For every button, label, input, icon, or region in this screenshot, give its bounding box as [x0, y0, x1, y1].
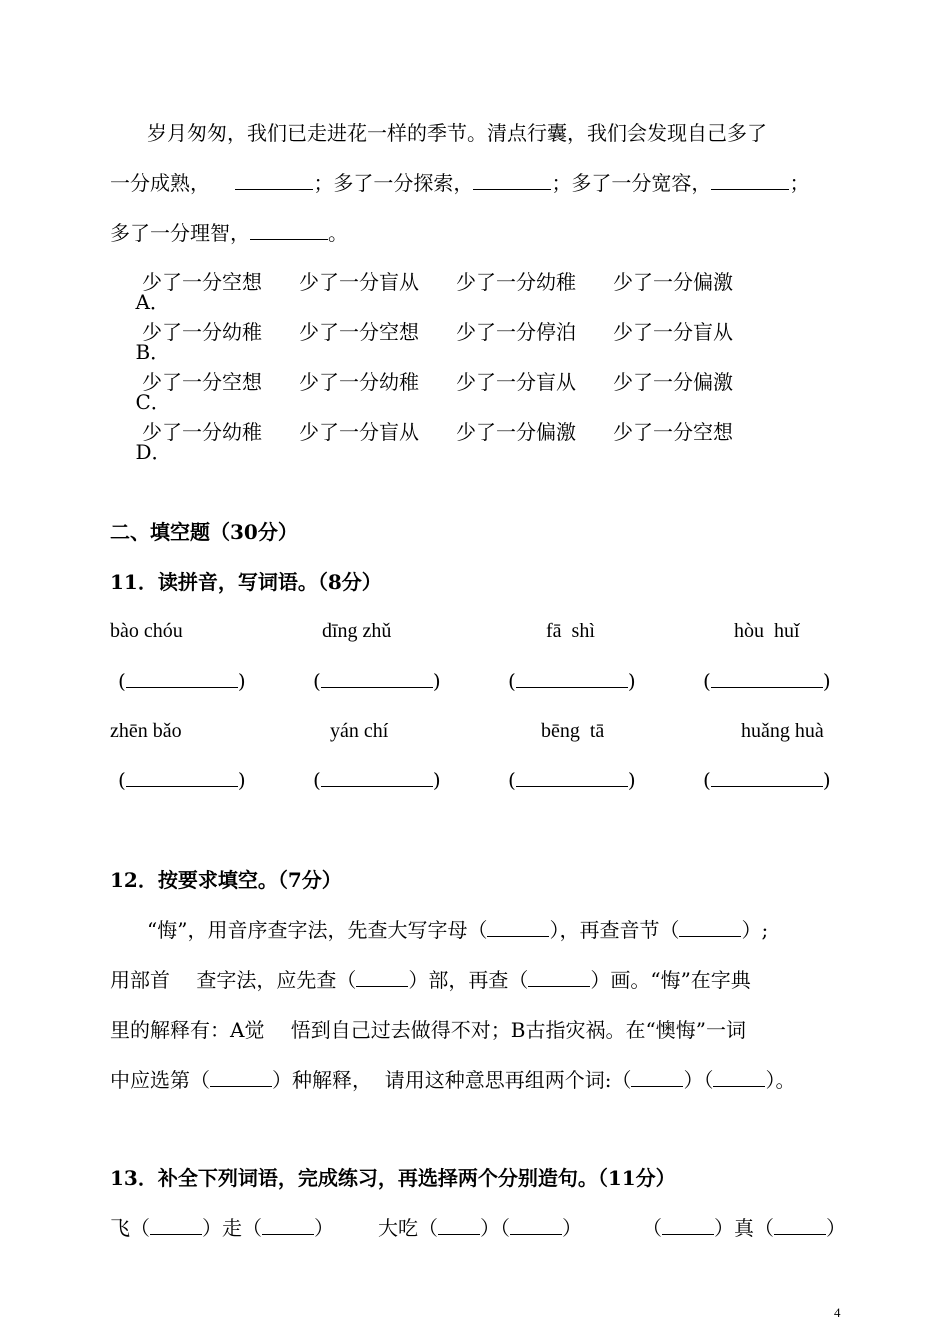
answer-blank[interactable] [235, 173, 313, 190]
option-item: 少了一分空想 [142, 370, 262, 394]
option-label: B． [135, 340, 171, 364]
pinyin: dīng zhǔ [322, 620, 392, 642]
text: ）; [741, 918, 769, 942]
answer-box[interactable]: ( ) [313, 669, 441, 693]
text: （ [642, 1216, 662, 1240]
q12-line-4 [110, 1070, 795, 1090]
pinyin: bào chóu [110, 620, 183, 642]
text: ），再查音节（ [549, 918, 680, 942]
option-item: 少了一分幼稚 [142, 420, 262, 444]
pinyin: fā shì [546, 620, 595, 642]
text: ）种解释， 请用这种意思再组两个词:（ [272, 1068, 632, 1092]
option-item: 少了一分盲从 [613, 320, 733, 344]
text: “悔”，用音序查字法，先查大写字母（ [147, 918, 488, 942]
q12-line-1 [147, 920, 768, 940]
answer-blank[interactable] [713, 1070, 765, 1087]
option-item: 少了一分幼稚 [142, 320, 262, 344]
answer-box[interactable]: ( ) [118, 669, 246, 693]
option-item: 少了一分幼稚 [299, 370, 419, 394]
answer-blank[interactable] [262, 1218, 314, 1235]
answer-blank[interactable] [150, 1218, 202, 1235]
idiom-1 [110, 1218, 334, 1238]
text: 一分成熟， [110, 171, 210, 195]
text: 大吃（ [378, 1216, 438, 1240]
text: ）（ [683, 1068, 714, 1092]
answer-box[interactable]: ( ) [508, 669, 636, 693]
question-13-title: 13．补全下列词语，完成练习，再选择两个分别造句。（11分） [110, 1166, 676, 1190]
text: 飞（ [110, 1216, 150, 1240]
pinyin: zhēn bǎo [110, 720, 182, 742]
option-item: 少了一分空想 [142, 270, 262, 294]
answer-blank[interactable] [438, 1218, 480, 1235]
option-item: 少了一分盲从 [456, 370, 576, 394]
option-item: 少了一分停泊 [456, 320, 576, 344]
option-item: 少了一分盲从 [299, 270, 419, 294]
option-item: 少了一分幼稚 [456, 270, 576, 294]
option-item: 少了一分空想 [299, 320, 419, 344]
page-number: 4 [834, 1305, 841, 1320]
pinyin: bēng tā [541, 720, 605, 742]
section-title: 二、填空题（30分） [110, 520, 298, 544]
text: ； [789, 171, 810, 195]
answer-blank[interactable] [250, 223, 328, 240]
text: 多了一分理智， [110, 221, 250, 245]
answer-blank[interactable] [510, 1218, 562, 1235]
option-item: 少了一分偏激 [613, 270, 733, 294]
question-12-title: 12．按要求填空。（7分） [110, 868, 342, 892]
option-item: 少了一分偏激 [613, 370, 733, 394]
answer-blank[interactable] [528, 970, 590, 987]
answer-blank[interactable] [473, 173, 551, 190]
answer-box[interactable]: ( ) [703, 669, 831, 693]
text: ）走（ [202, 1216, 262, 1240]
option-label: D． [135, 440, 172, 464]
answer-box[interactable]: ( ) [703, 768, 831, 792]
text: 。 [328, 221, 348, 245]
answer-blank[interactable] [356, 970, 408, 987]
idiom-3 [642, 1218, 846, 1238]
answer-blank[interactable] [774, 1218, 826, 1235]
text: ）部，再查（ [408, 968, 529, 992]
answer-blank[interactable] [487, 920, 549, 937]
pinyin: huǎng huà [741, 720, 824, 742]
text: ） [562, 1216, 582, 1240]
text: ；多了一分探索， [313, 171, 474, 195]
answer-blank[interactable] [631, 1070, 683, 1087]
pinyin: yán chí [330, 720, 389, 742]
passage-line-1: 岁月匆匆，我们已走进花一样的季节。清点行囊，我们会发现自己多了 [147, 121, 767, 145]
answer-box[interactable]: ( ) [508, 768, 636, 792]
text: ）（ [480, 1216, 510, 1240]
text: 中应选第（ [110, 1068, 210, 1092]
passage-line-2 [110, 173, 809, 193]
option-item: 少了一分空想 [613, 420, 733, 444]
text: ；多了一分宽容， [551, 171, 712, 195]
option-label: C． [135, 390, 171, 414]
text: ）。 [765, 1068, 796, 1092]
pinyin: hòu huǐ [734, 620, 800, 642]
answer-box[interactable]: ( ) [118, 768, 246, 792]
idiom-2 [378, 1218, 582, 1238]
option-item: 少了一分盲从 [299, 420, 419, 444]
answer-blank[interactable] [662, 1218, 714, 1235]
question-11-title: 11．读拼音，写词语。（8分） [110, 570, 382, 594]
text: ） [314, 1216, 334, 1240]
answer-blank[interactable] [679, 920, 741, 937]
text: 用部首 查字法，应先查（ [110, 968, 357, 992]
answer-blank[interactable] [711, 173, 789, 190]
q12-line-3: 里的解释有：A觉 悟到自己过去做得不对；B古指灾祸。在“懊悔”一词 [110, 1018, 746, 1042]
answer-box[interactable]: ( ) [313, 768, 441, 792]
answer-blank[interactable] [210, 1070, 272, 1087]
text: ） [826, 1216, 846, 1240]
option-label: A． [135, 290, 170, 314]
text: ）真（ [714, 1216, 774, 1240]
option-item: 少了一分偏激 [456, 420, 576, 444]
q12-line-2 [110, 970, 751, 990]
text: ）画。“悔”在字典 [590, 968, 751, 992]
passage-line-3 [110, 223, 348, 243]
